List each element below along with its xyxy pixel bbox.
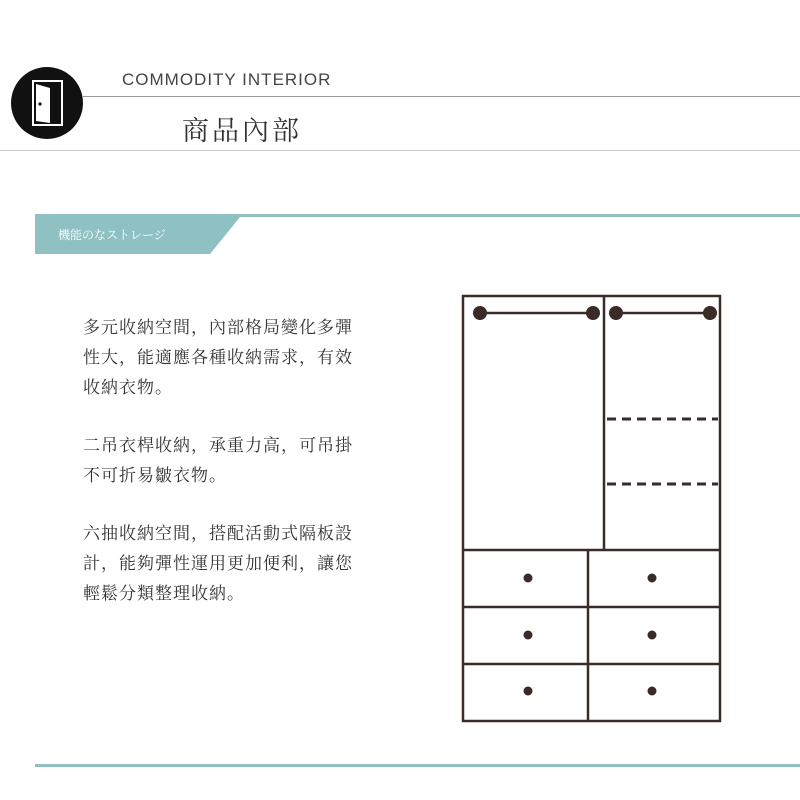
description-line: 計，能夠彈性運用更加便利，讓您 xyxy=(83,554,353,574)
header-divider xyxy=(83,96,800,97)
drawer-knob-icon xyxy=(524,574,533,583)
description-paragraph xyxy=(83,313,423,403)
hanging-rod-end xyxy=(609,306,623,320)
section-title-en: COMMODITY INTERIOR xyxy=(122,70,332,89)
description-line: 多元收納空間，內部格局變化多彈 xyxy=(83,318,353,338)
drawer-knob-icon xyxy=(648,631,657,640)
description-line: 收納衣物。 xyxy=(83,378,173,398)
description-line: 二吊衣桿收納，承重力高，可吊掛 xyxy=(83,436,353,456)
drawer-knob-icon xyxy=(648,687,657,696)
wardrobe-frame xyxy=(463,296,720,721)
description-line: 輕鬆分類整理收納。 xyxy=(83,584,245,604)
description-paragraph xyxy=(83,431,423,491)
door-icon xyxy=(11,67,83,139)
hanging-rod-end xyxy=(703,306,717,320)
description-block xyxy=(83,313,423,637)
section-title-zh: 商品內部 xyxy=(182,116,302,147)
drawer-knob-icon xyxy=(524,631,533,640)
hanging-rod-end xyxy=(473,306,487,320)
feature-banner-label: 機能のなストレージ xyxy=(58,228,166,242)
footer-accent-line xyxy=(35,764,800,767)
description-paragraph xyxy=(83,519,423,609)
description-line: 性大，能適應各種收納需求，有效 xyxy=(83,348,353,368)
drawer-knob-icon xyxy=(648,574,657,583)
wardrobe-diagram xyxy=(460,292,725,725)
hanging-rod-end xyxy=(586,306,600,320)
description-line: 不可折易皺衣物。 xyxy=(83,466,227,486)
drawer-knob-icon xyxy=(524,687,533,696)
description-line: 六抽收納空間，搭配活動式隔板設 xyxy=(83,524,353,544)
header-bottom-divider xyxy=(0,150,800,151)
